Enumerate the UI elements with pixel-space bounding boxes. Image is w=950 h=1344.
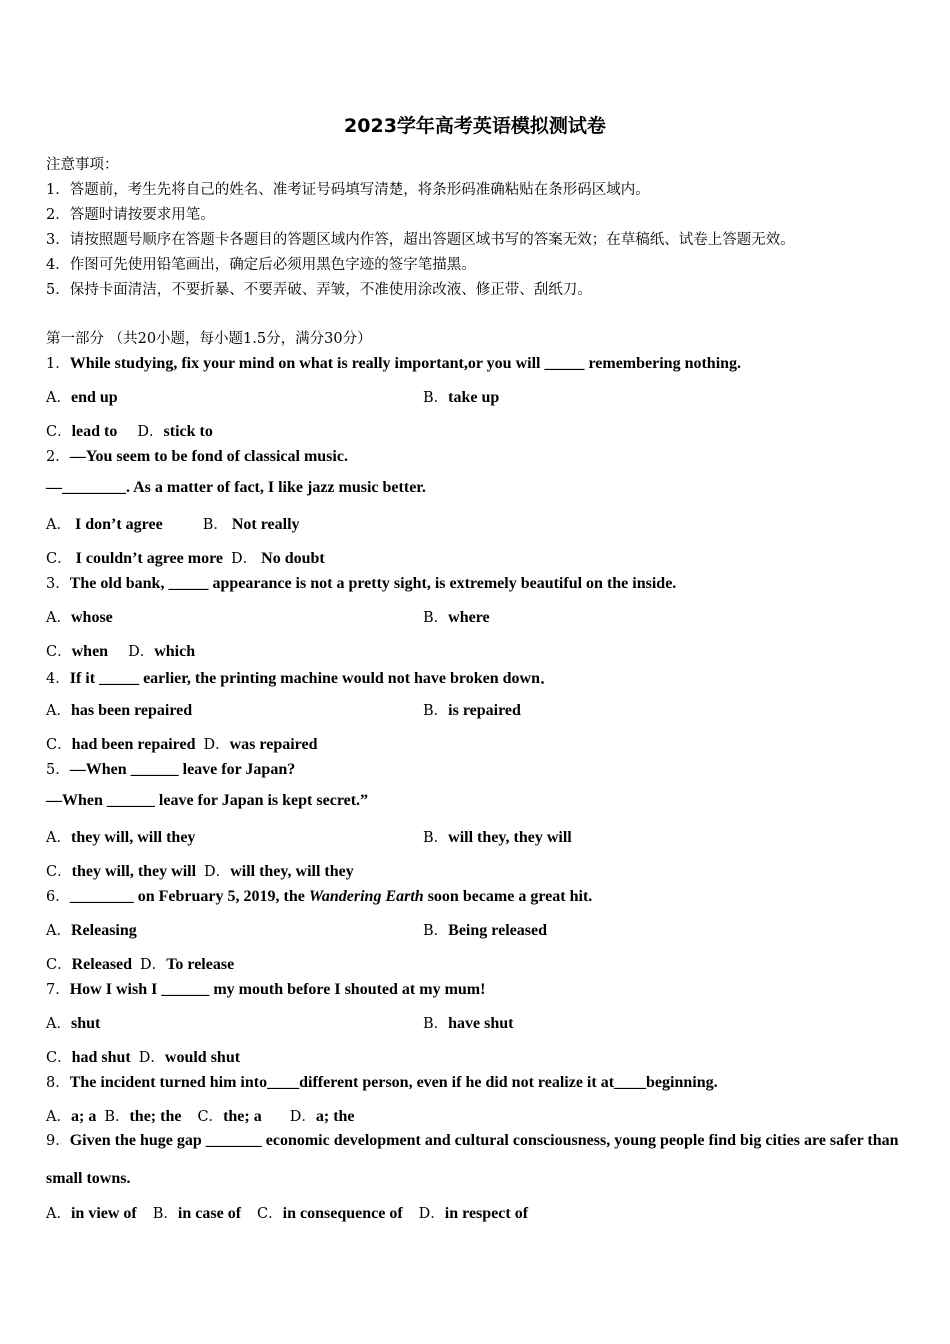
question-stem: 1．While studying, fix your mind on what is really important,or you will _____ remembering nothing.	[46, 355, 742, 372]
option-c[interactable]: in consequence of	[282, 1205, 403, 1222]
option-d[interactable]: which	[154, 643, 196, 660]
option-row: A．has been repaired B．is repaired	[46, 702, 521, 719]
question-stem: 8．The incident turned him into____different person, even if he did not realize it at____beginning.	[46, 1074, 718, 1091]
option-row: C． I couldn’t agree more D． No doubt	[46, 550, 325, 567]
option-row: C．when D．which	[46, 643, 196, 660]
option-row: A． I don’t agree B． Not really	[46, 516, 300, 533]
option-c[interactable]: the; a	[223, 1108, 262, 1125]
option-c[interactable]: they will, they will	[71, 863, 197, 880]
option-b[interactable]: in case of	[177, 1205, 242, 1222]
question-stem: 9．Given the huge gap _______ economic development and cultural consciousness, young people find big cities are safer than small towns.	[46, 1132, 899, 1187]
option-c[interactable]: had been repaired	[71, 736, 196, 753]
option-a[interactable]: I don’t agree	[74, 516, 163, 533]
notice-item: 3．请按照题号顺序在答题卡各题目的答题区域内作答，超出答题区域书写的答案无效；在草稿纸、试卷上答题无效。	[46, 232, 795, 248]
question-stem: 3．The old bank, _____ appearance is not a pretty sight, is extremely beautiful on the inside.	[46, 575, 677, 592]
option-row: A．end up B．take up	[46, 389, 500, 406]
option-row: A．Releasing B．Being released	[46, 922, 547, 939]
question-stem: 4．If it _____ earlier, the printing machine would not have broken down．	[46, 670, 556, 687]
notice-item: 4．作图可先使用铅笔画出，确定后必须用黑色字迹的签字笔描黑。	[46, 257, 476, 273]
option-d[interactable]: a; the	[315, 1108, 355, 1125]
notice-item: 2．答题时请按要求用笔。	[46, 207, 215, 223]
question-stem: 2．—You seem to be fond of classical music.	[46, 448, 348, 465]
option-b[interactable]: where	[448, 609, 490, 626]
option-c[interactable]: I couldn’t agree more	[75, 550, 223, 567]
option-row: A．a; a B．the; the C．the; a D．a; the	[46, 1108, 355, 1125]
option-a[interactable]: has been repaired	[70, 702, 193, 719]
option-d[interactable]: will they, will they	[230, 863, 354, 880]
section-heading: 第一部分 （共20小题，每小题1.5分，满分30分）	[46, 331, 372, 347]
option-b[interactable]: Being released	[448, 922, 547, 939]
option-b[interactable]: the; the	[129, 1108, 182, 1125]
option-a[interactable]: in view of	[70, 1205, 137, 1222]
option-row: C．they will, they will D．will they, will they	[46, 863, 354, 880]
option-a[interactable]: shut	[70, 1015, 101, 1032]
option-row: C．had been repaired D．was repaired	[46, 736, 318, 753]
option-c[interactable]: when	[71, 643, 109, 660]
option-b[interactable]: Not really	[231, 516, 300, 533]
question-stem-line2: —When ______ leave for Japan is kept secret.”	[46, 792, 369, 809]
question-stem: 6．________ on February 5, 2019, the Wandering Earth soon became a great hit.	[46, 888, 593, 905]
option-d[interactable]: To release	[166, 956, 235, 973]
option-row: C．lead to D．stick to	[46, 423, 213, 440]
option-row: A．shut B．have shut	[46, 1015, 514, 1032]
option-b[interactable]: take up	[448, 389, 500, 406]
option-d[interactable]: was repaired	[229, 736, 318, 753]
notice-item: 1．答题前，考生先将自己的姓名、准考证号码填写清楚，将条形码准确粘贴在条形码区域内。	[46, 182, 650, 198]
option-a[interactable]: whose	[70, 609, 113, 626]
option-d[interactable]: stick to	[163, 423, 213, 440]
option-d[interactable]: would shut	[164, 1049, 241, 1066]
option-a[interactable]: Releasing	[70, 922, 137, 939]
option-row: C．had shut D．would shut	[46, 1049, 241, 1066]
option-a[interactable]: they will, will they	[70, 829, 196, 846]
option-row: A．they will, will they B．will they, they will	[46, 829, 572, 846]
option-c[interactable]: had shut	[71, 1049, 131, 1066]
option-d[interactable]: in respect of	[444, 1205, 529, 1222]
question-stem: 7．How I wish I ______ my mouth before I shouted at my mum!	[46, 981, 486, 998]
option-row: A．in view of B．in case of C．in consequence of D．in respect of	[46, 1205, 529, 1222]
page-title: 2023学年高考英语模拟测试卷	[344, 115, 606, 137]
option-c[interactable]: Released	[71, 956, 133, 973]
question-stem: 5．—When ______ leave for Japan?	[46, 761, 296, 778]
option-a[interactable]: a; a	[70, 1108, 97, 1125]
option-a[interactable]: end up	[70, 389, 118, 406]
option-d[interactable]: No doubt	[261, 550, 325, 567]
notice-item: 5．保持卡面清洁，不要折暴、不要弄破、弄皱，不准使用涂改液、修正带、刮纸刀。	[46, 282, 592, 298]
option-b[interactable]: will they, they will	[448, 829, 572, 846]
option-row: C．Released D．To release	[46, 956, 235, 973]
option-b[interactable]: have shut	[448, 1015, 514, 1032]
option-row: A．whose B．where	[46, 609, 490, 626]
option-c[interactable]: lead to	[71, 423, 118, 440]
question-stem-line2: —________. As a matter of fact, I like jazz music better.	[46, 479, 426, 496]
option-b[interactable]: is repaired	[448, 702, 521, 719]
notice-heading: 注意事项：	[46, 157, 119, 173]
